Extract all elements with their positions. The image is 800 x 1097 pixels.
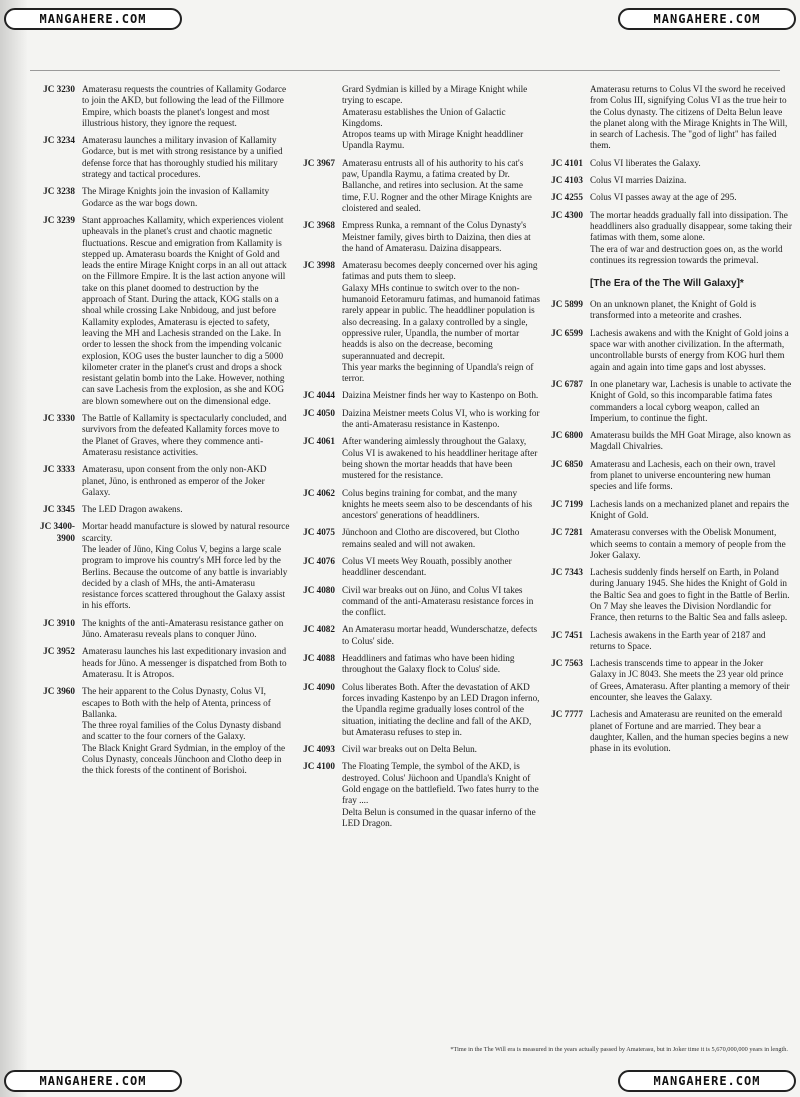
entry-text: The heir apparent to the Colus Dynasty, Colus VI, escapes to Both with the help of Atenta, princess of Ballanka. The three royal families of the Colus Dynasty disband and scatter to the four corners of the Galaxy. The Black Knight Grard Sydmian, in the employ of the Colus Dynasty, conceals Jünchoon and Clotho deep in the thick forests of the continent of Borishoi. bbox=[82, 686, 286, 776]
entry-text: The mortar headds gradually fall into dissipation. The headdliners also gradually disappear, some taking their fatimas with them, some alone. The era of war and destruction goes on, as the world continues its regression towards the primeval. bbox=[590, 209, 792, 265]
entry-date: JC 7451 bbox=[551, 629, 583, 640]
entry-date: JC 4080 bbox=[303, 584, 335, 595]
entry-text: Stant approaches Kallamity, which experiences violent upheavals in the planet's crust and chaotic magnetic fluctuations. Rescue and emigration from Kallamity is stepped up. Amaterasu boards the Knight of Gold and leads the entire Mirage Knight corps in an all out attack on the Fillmore Empire. It is the last action anyone will take on this planet doomed to destruction by the approach of Stant. During the attack, KOG stalls on a shoal while crossing Lake Nnbidoug, and just before Kallamity explodes, Amaterasu is ejected to safety, leaving the MH and Lachesis stranded on the Lake. In order to lessen the shock from the impending volcanic explosion, KOG uses the buster launcher to dig a 5000 kilometer crater in the planet's crust and drops a shock resistant gelatin bomb into the Lake. However, nothing can save Lachesis from the explosion, as she and KOG are blown somewhere out on the dimensional edge. bbox=[82, 214, 287, 406]
entry-date: JC 7777 bbox=[551, 709, 583, 720]
entry-text: Lachesis transcends time to appear in the Joker Galaxy in JC 8043. She meets the 23 year old prince of Grees, Amaterasu. After planting a memory of their encounter, she leaves the Galaxy. bbox=[590, 658, 790, 703]
entry-text: Amaterasu builds the MH Goat Mirage, also known as Magdall Chivalries. bbox=[590, 430, 791, 452]
entry-text: Amaterasu, upon consent from the only non-AKD planet, Jüno, is enthroned as emperor of the Joker Galaxy. bbox=[82, 464, 267, 497]
entry-text: Colus VI marries Daizina. bbox=[590, 175, 687, 186]
entry-text: Amaterasu converses with the Obelisk Monument, which seems to contain a memory of people from the Joker Galaxy. bbox=[590, 527, 786, 560]
timeline-entry bbox=[292, 624, 542, 647]
entry-text: After wandering aimlessly throughout the Galaxy, Colus VI is awakened to his headdliner heritage after being shown the mortar headds that have been mustered for the resistance. bbox=[342, 436, 538, 481]
entry-date: JC 6800 bbox=[551, 430, 583, 441]
entry-date: JC 4076 bbox=[303, 555, 335, 566]
timeline-column-3 bbox=[546, 84, 792, 761]
entry-date: JC 3239 bbox=[43, 214, 75, 225]
entry-date: JC 4050 bbox=[303, 407, 335, 418]
timeline-entry bbox=[28, 646, 290, 680]
timeline-entry bbox=[546, 210, 792, 266]
timeline-entry bbox=[292, 488, 542, 522]
entry-date: JC 4093 bbox=[303, 744, 335, 755]
timeline-entry bbox=[28, 186, 290, 209]
entry-text: Headdliners and fatimas who have been hiding throughout the Galaxy flock to Colus' side. bbox=[342, 653, 515, 675]
top-rule bbox=[30, 70, 780, 71]
timeline-entry bbox=[292, 408, 542, 431]
entry-date: JC 7199 bbox=[551, 498, 583, 509]
entry-date: JC 3230 bbox=[43, 84, 75, 94]
timeline-column-1 bbox=[28, 84, 290, 783]
timeline-entry bbox=[546, 459, 792, 493]
timeline-entry bbox=[292, 220, 542, 254]
timeline-entry bbox=[292, 436, 542, 481]
entry-text: Amaterasu becomes deeply concerned over his aging fatimas and puts them to sleep. Galaxy MHs continue to switch over to the non-humanoid Eetoramuru fatimas, and humanoid fatimas rarely appear in public. The headdliner population is also decreasing. In a galaxy controlled by a single, oppressive ruler, Upandla, the number of mortar headds is also on the decrease, becoming superannuated and decrepit. This year marks the beginning of Upandla's reign of terror. bbox=[342, 260, 540, 384]
entry-text: The LED Dragon awakens. bbox=[82, 504, 183, 515]
timeline-entry bbox=[292, 260, 542, 384]
timeline-entry bbox=[28, 135, 290, 180]
timeline-entry bbox=[546, 709, 792, 754]
timeline-entry bbox=[546, 567, 792, 623]
entry-text: Lachesis and Amaterasu are reunited on the emerald planet of Fortune and are married. They bear a daughter, Kallen, and the human species begins a new phase in its evolution. bbox=[590, 709, 789, 754]
entry-text: Colus begins training for combat, and the many knights he meets seem also to be descendants of his ancestors' generations of headdliners. bbox=[342, 487, 533, 521]
page-gutter-shade bbox=[0, 0, 28, 1097]
timeline-entry bbox=[546, 84, 792, 152]
entry-date: JC 6599 bbox=[551, 327, 583, 338]
entry-date: JC 7563 bbox=[551, 658, 583, 669]
timeline-entry bbox=[292, 744, 542, 755]
entry-text: The Floating Temple, the symbol of the AKD, is destroyed. Colus' Jüchoon and Upandla's Knight of Gold engage on the battlefield. Two fates hurry to the fray .... Delta Belun is consumed in the quasar inferno of the LED Dragon. bbox=[342, 761, 539, 828]
entry-date: JC 4255 bbox=[551, 192, 583, 203]
timeline-entry bbox=[28, 521, 290, 611]
entry-date: JC 3960 bbox=[43, 686, 75, 697]
entry-date: JC 7343 bbox=[551, 567, 583, 578]
entry-date: JC 4082 bbox=[303, 624, 335, 635]
watermark-bottom-right: MANGAHERE.COM bbox=[618, 1070, 796, 1092]
timeline-entry bbox=[292, 761, 542, 829]
timeline-entry bbox=[292, 653, 542, 676]
entry-text: Civil war breaks out on Delta Belun. bbox=[342, 744, 477, 755]
timeline-entry bbox=[28, 413, 290, 458]
entry-text: Daizina Meistner meets Colus VI, who is working for the anti-Amaterasu resistance in Kastenpo. bbox=[342, 407, 540, 430]
timeline-entry bbox=[546, 527, 792, 561]
entry-date: JC 3967 bbox=[303, 157, 335, 168]
entry-date: JC 3238 bbox=[43, 186, 75, 197]
entry-text: The Mirage Knights join the invasion of Kallamity Godarce as the war bogs down. bbox=[82, 186, 270, 208]
entry-text: Amaterasu returns to Colus VI the sword he received from Colus III, signifying Colus VI as the true heir to the Colus dynasty. The citizens of Delta Belun leave the planet along with the Mirage Knights in The Will, in search of Lachesis. The "god of light" has failed them. bbox=[590, 84, 788, 151]
timeline-entry bbox=[292, 158, 542, 214]
entry-date: JC 3998 bbox=[303, 260, 335, 271]
entry-date: JC 3910 bbox=[43, 617, 75, 628]
timeline-entry bbox=[546, 379, 792, 424]
entry-date: JC 4075 bbox=[303, 527, 335, 538]
entry-date: JC 4103 bbox=[551, 175, 583, 186]
entry-date: JC 4100 bbox=[303, 761, 335, 772]
entry-text: Colus VI meets Wey Rouath, possibly another headdliner descendant. bbox=[342, 555, 512, 578]
watermark-top-right: MANGAHERE.COM bbox=[618, 8, 796, 30]
entry-text: Amaterasu launches a military invasion of Kallamity Godarce, but is met with strong resistance by a unified defense force that has thoroughly studied his military strategy and tactical procedures. bbox=[82, 135, 283, 180]
timeline-entry bbox=[292, 682, 542, 738]
watermark-bottom-left: MANGAHERE.COM bbox=[4, 1070, 182, 1092]
entry-text: Colus liberates Both. After the devastation of AKD forces invading Kastenpo by an LED Dragon inferno, the Upandla regime gradually loses control of the situation, initiating the decline and fall of the AKD, but Amaterasu refuses to step in. bbox=[342, 681, 540, 737]
entry-text: Lachesis awakens and with the Knight of Gold joins a space war with another civilization. In the aftermath, uncontrollable bursts of energy from KOG hurl them again and again into time gaps and lost abysses. bbox=[590, 327, 789, 372]
timeline-entry bbox=[546, 175, 792, 186]
entry-text: On an unknown planet, the Knight of Gold is transformed into a meteorite and crashes. bbox=[590, 299, 757, 321]
footnote: *Time in the The Will era is measured in the years actually passed by Amaterasu, but in Joker time it is 5,670,000,000 years in length. bbox=[450, 1046, 788, 1053]
entry-date: JC 3345 bbox=[43, 504, 75, 515]
entry-text: Jünchoon and Clotho are discovered, but Clotho remains sealed and will not awaken. bbox=[342, 527, 520, 549]
entry-date: JC 3330 bbox=[43, 413, 75, 424]
entry-text: Colus VI passes away at the age of 295. bbox=[590, 192, 737, 203]
entry-date: JC 4062 bbox=[303, 487, 335, 498]
timeline-entry bbox=[292, 556, 542, 579]
entry-date: JC 3952 bbox=[43, 646, 75, 657]
timeline-entry bbox=[292, 585, 542, 619]
timeline-entry bbox=[28, 84, 290, 129]
entry-date: JC 3968 bbox=[303, 220, 335, 231]
entry-text: Civil war breaks out on Jüno, and Colus VI takes command of the anti-Amaterasu resistance forces in the conflict. bbox=[342, 584, 534, 618]
entry-text: The knights of the anti-Amaterasu resistance gather on Jüno. Amaterasu reveals plans to conquer Jüno. bbox=[82, 617, 284, 640]
timeline-column-2 bbox=[292, 84, 542, 835]
timeline-entry bbox=[546, 630, 792, 653]
timeline-entry bbox=[28, 618, 290, 641]
entry-date: JC 6850 bbox=[551, 458, 583, 469]
entry-text: The Battle of Kallamity is spectacularly concluded, and survivors from the defeated Kallamity forces move to the Planet of Graves, where they commence anti-Amaterasu resistance activities. bbox=[82, 413, 287, 457]
entry-date: JC 5899 bbox=[551, 299, 583, 310]
entry-date: JC 4044 bbox=[303, 390, 335, 401]
entry-text: Lachesis suddenly finds herself on Earth, in Poland during January 1945. She hides the Knight of Gold in the Baltic Sea and goes to fight in the Battle of Berlin. On 7 May she leaves the Division Nordlandic for France, then returns to the Baltic Sea and falls asleep. bbox=[590, 567, 790, 623]
entry-text: Amaterasu and Lachesis, each on their own, travel from planet to universe encountering new human species and life forms. bbox=[590, 458, 776, 492]
timeline-entry bbox=[546, 299, 792, 322]
entry-date: JC 6787 bbox=[551, 378, 583, 389]
entry-date: JC 4088 bbox=[303, 653, 335, 664]
entry-date: JC 3400-3900 bbox=[40, 521, 75, 543]
entry-date: JC 7281 bbox=[551, 527, 583, 538]
entry-date: JC 4300 bbox=[551, 209, 583, 220]
entry-date: JC 4090 bbox=[303, 681, 335, 692]
timeline-entry bbox=[28, 504, 290, 515]
timeline-entry bbox=[546, 499, 792, 522]
timeline-entry bbox=[546, 192, 792, 203]
timeline-entry bbox=[292, 84, 542, 152]
entry-text: An Amaterasu mortar headd, Wunderschatze, defects to Colus' side. bbox=[342, 624, 538, 646]
timeline-entry bbox=[546, 430, 792, 453]
entry-text: Daizina Meistner finds her way to Kastenpo on Both. bbox=[342, 390, 539, 401]
entry-text: Amaterasu launches his last expeditionary invasion and heads for Jüno. A messenger is dispatched from Both to Amaterasu. It is Atropos. bbox=[82, 646, 287, 679]
entry-text: In one planetary war, Lachesis is unable to activate the Knight of Gold, so this incomparable fatima fates commanders a local cyborg weapon, called an Imperium, to continue the fight. bbox=[590, 378, 792, 423]
entry-text: Empress Runka, a remnant of the Colus Dynasty's Meistner family, gives birth to Daizina, then dies at the hand of Amaterasu. Daizina disappears. bbox=[342, 220, 531, 253]
entry-date: JC 3333 bbox=[43, 464, 75, 475]
timeline-entry bbox=[546, 658, 792, 703]
entry-date: JC 4061 bbox=[303, 436, 335, 447]
entry-date: JC 3234 bbox=[43, 135, 75, 146]
entry-date: JC 4101 bbox=[551, 157, 583, 168]
watermark-top-left: MANGAHERE.COM bbox=[4, 8, 182, 30]
entry-text: Colus VI liberates the Galaxy. bbox=[590, 157, 701, 168]
timeline-entry bbox=[292, 527, 542, 550]
timeline-entry bbox=[28, 686, 290, 776]
timeline-entry bbox=[28, 215, 290, 407]
entry-text: Amaterasu requests the countries of Kallamity Godarce to join the AKD, but following the lead of the Fillmore Empire, which boasts the planet's longest and most illustrious history, they ignore the request. bbox=[82, 84, 287, 128]
timeline-entry bbox=[546, 328, 792, 373]
timeline-entry bbox=[292, 390, 542, 401]
entry-text: Amaterasu entrusts all of his authority to his cat's paw, Upandla Raymu, a fatima created by Dr. Ballanche, and retires into seclusion. At the same time, F.U. Rogner and the other Mirage Knights are cloistered and sealed. bbox=[342, 157, 532, 213]
entry-text: Lachesis lands on a mechanized planet and repairs the Knight of Gold. bbox=[590, 498, 789, 520]
entry-text: Lachesis awakens in the Earth year of 2187 and returns to Space. bbox=[590, 629, 766, 651]
entry-text: Mortar headd manufacture is slowed by natural resource scarcity. The leader of Jüno, King Colus V, begins a large scale program to improve his country's MH force led by the Berlins. Because the outcome of any battle is invariably decided by a clash of MHs, the anti-Amaterasu resistance forces scattered throughout the Galaxy assist in his efforts. bbox=[82, 521, 290, 611]
entry-text: Grard Sydmian is killed by a Mirage Knight while trying to escape. Amaterasu establishes the Union of Galactic Kingdoms. Atropos teams up with Mirage Knight headdliner Upandla Raymu. bbox=[342, 84, 528, 151]
era-heading: [The Era of the The Will Galaxy]* bbox=[590, 278, 744, 290]
timeline-entry bbox=[28, 464, 290, 498]
timeline-entry bbox=[546, 158, 792, 169]
